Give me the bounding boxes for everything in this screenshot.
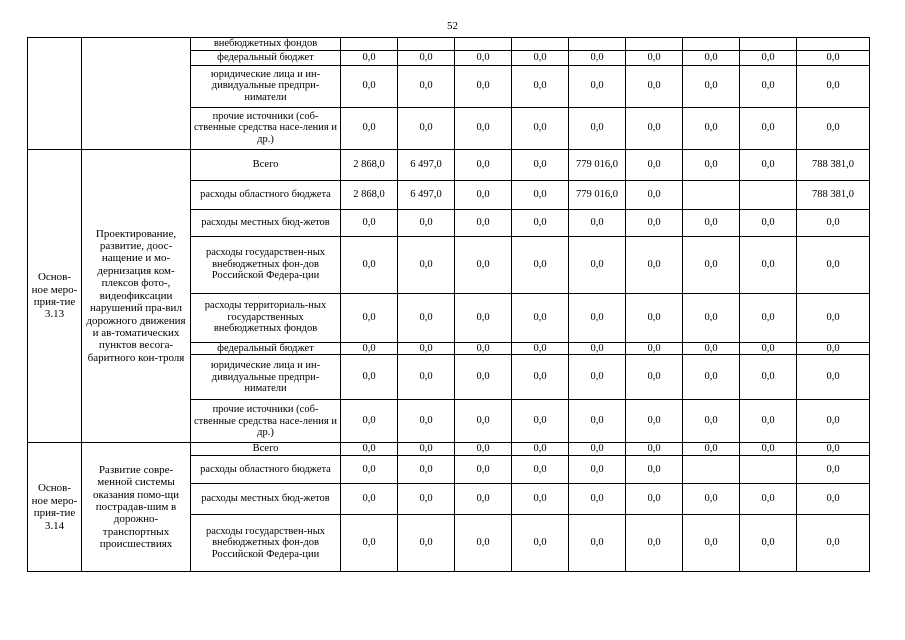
value-cell: 0,0: [797, 456, 870, 484]
value-cell: 2 868,0: [341, 149, 398, 180]
funding-source: Всего: [191, 149, 341, 180]
value-cell: 0,0: [398, 293, 455, 342]
value-cell: 0,0: [341, 342, 398, 355]
value-cell: 0,0: [341, 443, 398, 456]
value-cell: 0,0: [683, 515, 740, 572]
value-cell: 0,0: [569, 443, 626, 456]
value-cell: 0,0: [683, 50, 740, 65]
value-cell: 0,0: [512, 355, 569, 400]
value-cell: 0,0: [398, 209, 455, 236]
value-cell: 0,0: [341, 236, 398, 293]
value-cell: 0,0: [740, 107, 797, 149]
value-cell: 779 016,0: [569, 180, 626, 209]
value-cell: 0,0: [398, 484, 455, 515]
event-label: [28, 38, 82, 150]
value-cell: 0,0: [626, 484, 683, 515]
value-cell: 0,0: [797, 342, 870, 355]
value-cell: 0,0: [341, 515, 398, 572]
value-cell: 0,0: [569, 484, 626, 515]
value-cell: 0,0: [740, 515, 797, 572]
value-cell: 0,0: [455, 65, 512, 107]
value-cell: 0,0: [740, 149, 797, 180]
value-cell: 0,0: [512, 515, 569, 572]
value-cell: 0,0: [797, 293, 870, 342]
value-cell: 0,0: [683, 65, 740, 107]
value-cell: 0,0: [683, 236, 740, 293]
value-cell: 0,0: [683, 355, 740, 400]
value-cell: 0,0: [512, 236, 569, 293]
value-cell: 0,0: [740, 209, 797, 236]
value-cell: 0,0: [626, 515, 683, 572]
value-cell: 0,0: [683, 293, 740, 342]
value-cell: 0,0: [740, 236, 797, 293]
value-cell: 0,0: [398, 65, 455, 107]
value-cell: 0,0: [341, 355, 398, 400]
value-cell: 0,0: [626, 209, 683, 236]
funding-source: расходы государствен-ных внебюджетных фон-дов Российской Федера-ции: [191, 515, 341, 572]
funding-source: расходы территориаль-ных государственных внебюджетных фондов: [191, 293, 341, 342]
event-label: Основ-ное меро-прия-тие 3.13: [28, 149, 82, 443]
value-cell: 0,0: [740, 484, 797, 515]
value-cell: 0,0: [512, 180, 569, 209]
value-cell: 0,0: [569, 515, 626, 572]
value-cell: [512, 38, 569, 51]
funding-source: федеральный бюджет: [191, 342, 341, 355]
value-cell: 0,0: [683, 149, 740, 180]
value-cell: 0,0: [797, 355, 870, 400]
value-cell: 0,0: [569, 400, 626, 443]
value-cell: 0,0: [797, 443, 870, 456]
table-row: [28, 38, 870, 51]
value-cell: 0,0: [626, 293, 683, 342]
value-cell: 0,0: [512, 149, 569, 180]
value-cell: 0,0: [341, 65, 398, 107]
value-cell: 0,0: [341, 107, 398, 149]
event-description: Развитие совре-менной системы оказания помо-щи пострадав-шим в дорожно-транспортных происшествиях: [82, 443, 191, 572]
value-cell: 6 497,0: [398, 149, 455, 180]
value-cell: 0,0: [398, 355, 455, 400]
value-cell: 0,0: [626, 65, 683, 107]
funding-source: внебюджетных фондов: [191, 38, 341, 51]
value-cell: 0,0: [455, 355, 512, 400]
table-row: [28, 443, 870, 456]
value-cell: 0,0: [740, 342, 797, 355]
value-cell: 0,0: [797, 484, 870, 515]
value-cell: 0,0: [341, 400, 398, 443]
value-cell: 0,0: [455, 107, 512, 149]
funding-source: прочие источники (соб-ственные средства насе-ления и др.): [191, 400, 341, 443]
value-cell: 0,0: [398, 456, 455, 484]
value-cell: 0,0: [569, 293, 626, 342]
funding-source: Всего: [191, 443, 341, 456]
value-cell: 0,0: [569, 107, 626, 149]
value-cell: 0,0: [740, 400, 797, 443]
value-cell: 0,0: [455, 149, 512, 180]
value-cell: 0,0: [512, 484, 569, 515]
value-cell: 0,0: [797, 209, 870, 236]
value-cell: 0,0: [740, 355, 797, 400]
value-cell: 0,0: [398, 50, 455, 65]
value-cell: [626, 38, 683, 51]
value-cell: 0,0: [512, 400, 569, 443]
value-cell: 0,0: [512, 107, 569, 149]
value-cell: 0,0: [683, 443, 740, 456]
value-cell: 0,0: [512, 293, 569, 342]
value-cell: 0,0: [398, 342, 455, 355]
value-cell: 0,0: [683, 209, 740, 236]
value-cell: 0,0: [455, 456, 512, 484]
value-cell: 0,0: [398, 107, 455, 149]
funding-source: расходы областного бюджета: [191, 180, 341, 209]
value-cell: 779 016,0: [569, 149, 626, 180]
table-row: [28, 149, 870, 180]
value-cell: 0,0: [455, 400, 512, 443]
value-cell: 0,0: [797, 65, 870, 107]
funding-source: прочие источники (соб-ственные средства насе-ления и др.): [191, 107, 341, 149]
value-cell: 0,0: [626, 149, 683, 180]
value-cell: 0,0: [512, 65, 569, 107]
value-cell: 0,0: [455, 236, 512, 293]
value-cell: 0,0: [512, 209, 569, 236]
value-cell: 0,0: [740, 65, 797, 107]
value-cell: 0,0: [398, 236, 455, 293]
value-cell: 0,0: [740, 443, 797, 456]
value-cell: [797, 38, 870, 51]
value-cell: 0,0: [569, 456, 626, 484]
value-cell: 0,0: [626, 456, 683, 484]
funding-source: расходы областного бюджета: [191, 456, 341, 484]
funding-source: расходы местных бюд-жетов: [191, 209, 341, 236]
value-cell: 0,0: [455, 443, 512, 456]
value-cell: 788 381,0: [797, 149, 870, 180]
budget-table: [27, 37, 870, 572]
value-cell: 0,0: [512, 443, 569, 456]
value-cell: 0,0: [626, 50, 683, 65]
value-cell: 0,0: [455, 50, 512, 65]
value-cell: 0,0: [512, 50, 569, 65]
table-body: [28, 38, 870, 572]
value-cell: [683, 180, 740, 209]
value-cell: [740, 38, 797, 51]
funding-source: расходы государствен-ных внебюджетных фон-дов Российской Федера-ции: [191, 236, 341, 293]
value-cell: 0,0: [455, 180, 512, 209]
value-cell: 0,0: [341, 484, 398, 515]
value-cell: 0,0: [740, 50, 797, 65]
value-cell: 0,0: [341, 293, 398, 342]
funding-source: расходы местных бюд-жетов: [191, 484, 341, 515]
value-cell: 0,0: [626, 400, 683, 443]
value-cell: 0,0: [797, 515, 870, 572]
value-cell: 0,0: [569, 209, 626, 236]
value-cell: 0,0: [626, 342, 683, 355]
value-cell: 0,0: [341, 456, 398, 484]
value-cell: 0,0: [569, 50, 626, 65]
value-cell: 0,0: [455, 342, 512, 355]
value-cell: 0,0: [398, 443, 455, 456]
value-cell: 0,0: [512, 456, 569, 484]
value-cell: 0,0: [398, 515, 455, 572]
value-cell: 0,0: [512, 342, 569, 355]
value-cell: 0,0: [455, 484, 512, 515]
value-cell: 0,0: [341, 209, 398, 236]
value-cell: 0,0: [626, 236, 683, 293]
value-cell: 0,0: [797, 236, 870, 293]
value-cell: 0,0: [683, 342, 740, 355]
value-cell: 0,0: [455, 515, 512, 572]
value-cell: 0,0: [455, 293, 512, 342]
value-cell: 0,0: [683, 107, 740, 149]
value-cell: [683, 456, 740, 484]
value-cell: 0,0: [569, 65, 626, 107]
value-cell: 0,0: [626, 180, 683, 209]
value-cell: [398, 38, 455, 51]
funding-source: юридические лица и ин-дивидуальные предпри-ниматели: [191, 355, 341, 400]
value-cell: 6 497,0: [398, 180, 455, 209]
value-cell: [341, 38, 398, 51]
value-cell: 0,0: [626, 355, 683, 400]
value-cell: [569, 38, 626, 51]
value-cell: 0,0: [797, 400, 870, 443]
value-cell: 0,0: [569, 342, 626, 355]
value-cell: 2 868,0: [341, 180, 398, 209]
value-cell: 0,0: [797, 50, 870, 65]
funding-source: федеральный бюджет: [191, 50, 341, 65]
value-cell: [740, 456, 797, 484]
value-cell: 0,0: [569, 236, 626, 293]
value-cell: 788 381,0: [797, 180, 870, 209]
event-description: [82, 38, 191, 150]
value-cell: [455, 38, 512, 51]
funding-source: юридические лица и ин-дивидуальные предпри-ниматели: [191, 65, 341, 107]
value-cell: 0,0: [626, 107, 683, 149]
value-cell: 0,0: [797, 107, 870, 149]
value-cell: 0,0: [341, 50, 398, 65]
value-cell: 0,0: [683, 400, 740, 443]
value-cell: 0,0: [740, 293, 797, 342]
page-number: 52: [447, 20, 458, 32]
value-cell: 0,0: [455, 209, 512, 236]
value-cell: 0,0: [626, 443, 683, 456]
event-description: Проектирование, развитие, доос-нащение и мо-дернизация ком-плексов фото-, видеофиксации нарушений пра-вил дорожного движения и ав-томатических пунктов весога-баритного кон-троля: [82, 149, 191, 443]
value-cell: [683, 38, 740, 51]
value-cell: 0,0: [569, 355, 626, 400]
value-cell: 0,0: [398, 400, 455, 443]
value-cell: 0,0: [683, 484, 740, 515]
value-cell: [740, 180, 797, 209]
event-label: Основ-ное меро-прия-тие 3.14: [28, 443, 82, 572]
